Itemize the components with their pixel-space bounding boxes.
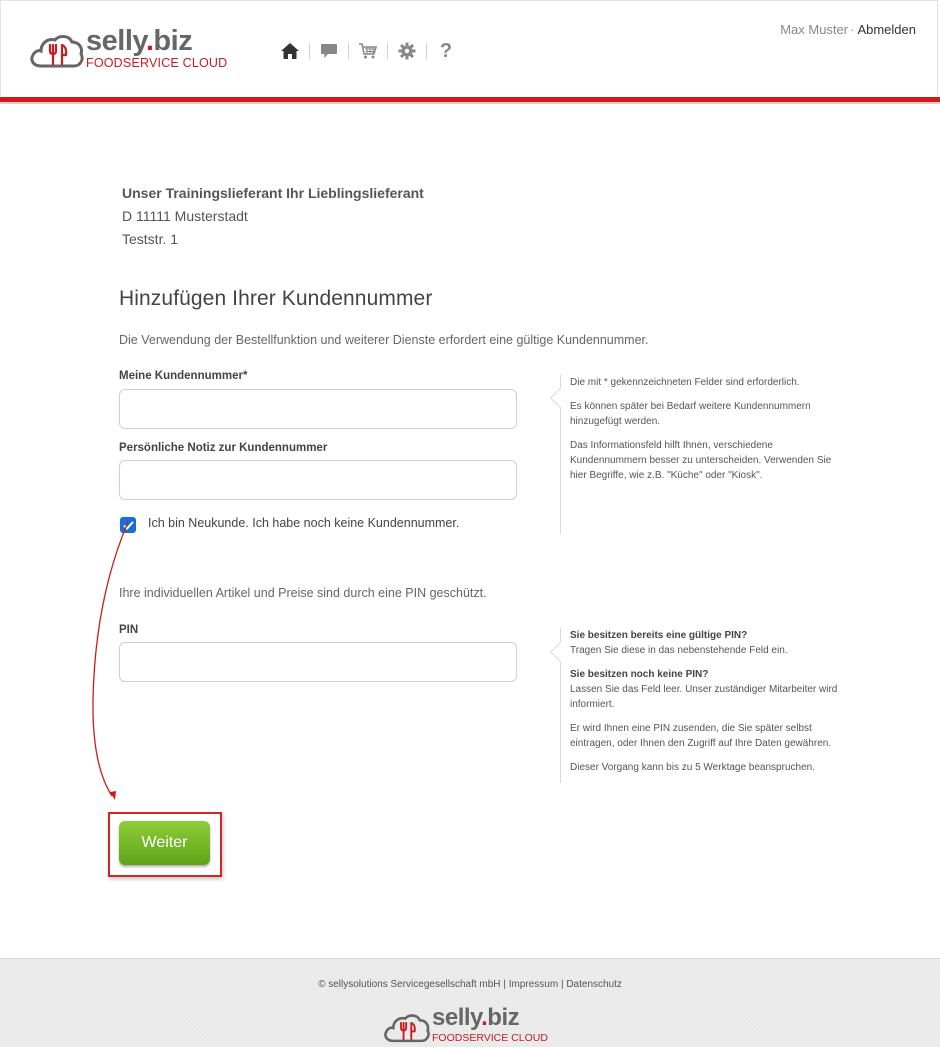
customer-number-label: Meine Kundennummer* — [119, 370, 248, 382]
supplier-address — [122, 182, 424, 251]
user-name: Max Muster — [780, 22, 849, 37]
help-block — [570, 667, 850, 712]
footer-separator: | — [503, 979, 506, 990]
main-nav — [278, 39, 458, 63]
header-accent-shadow — [0, 102, 940, 104]
weiter-button[interactable]: Weiter — [119, 821, 210, 865]
app-header — [0, 0, 938, 98]
page-footer — [0, 958, 940, 1047]
nav-separator — [309, 43, 310, 59]
pin-help — [560, 628, 850, 783]
help-block — [570, 628, 850, 658]
supplier-street: Teststr. 1 — [122, 231, 179, 247]
help-text: Es können später bei Bedarf weitere Kundennummern hinzugefügt werden. — [570, 401, 811, 427]
help-glyph: ? — [439, 39, 453, 62]
logo-subtitle: FOODSERVICE CLOUD — [86, 56, 228, 70]
sellybiz-logo[interactable] — [29, 27, 234, 75]
help-text: Die mit * gekennzeichneten Felder sind erforderlich. — [570, 377, 800, 388]
help-pointer — [550, 642, 570, 662]
logout-link[interactable]: Abmelden — [857, 22, 916, 37]
pin-intro: Ihre individuellen Artikel und Preise sind durch eine PIN geschützt. — [119, 586, 487, 600]
help-pointer — [550, 388, 570, 408]
new-customer-checkbox[interactable] — [120, 517, 136, 533]
help-question: Sie besitzen bereits eine gültige PIN? — [570, 630, 748, 641]
cloud-fork-knife-icon — [383, 1012, 431, 1044]
logo-brand-text: selly.biz — [86, 25, 193, 57]
gear-icon[interactable] — [395, 39, 419, 63]
home-icon[interactable] — [278, 39, 302, 63]
help-text: Dieser Vorgang kann bis zu 5 Werktage beanspruchen. — [570, 762, 815, 773]
supplier-name: Unser Trainingslieferant Ihr Lieblingslieferant — [122, 185, 424, 201]
pin-label: PIN — [119, 624, 139, 636]
cloud-fork-knife-icon — [29, 33, 85, 69]
new-customer-label[interactable]: Ich bin Neukunde. Ich habe noch keine Kundennummer. — [148, 516, 460, 530]
footer-separator: | — [560, 979, 564, 990]
form-intro: Die Verwendung der Bestellfunktion und weiterer Dienste erfordert eine gültige Kundennummer. — [119, 333, 649, 347]
customer-number-input[interactable] — [119, 389, 517, 429]
checkmark-icon — [123, 521, 134, 530]
footer-logo[interactable] — [383, 1004, 558, 1047]
datenschutz-link[interactable]: Datenschutz — [566, 979, 622, 990]
impressum-link[interactable]: Impressum — [508, 979, 559, 990]
copyright-text: © sellysolutions Servicegesellschaft mbH — [318, 979, 501, 990]
help-text: Er wird Ihnen eine PIN zusenden, die Sie später selbst eintragen, oder Ihnen den Zugriff auf Ihre Daten gewähren. — [570, 723, 832, 749]
pin-input[interactable] — [119, 642, 517, 682]
note-input[interactable] — [119, 460, 517, 500]
logo-subtitle: FOODSERVICE CLOUD — [432, 1032, 548, 1044]
chat-icon[interactable] — [317, 39, 341, 63]
help-icon[interactable] — [434, 39, 458, 63]
note-label: Persönliche Notiz zur Kundennummer — [119, 442, 328, 454]
logo-brand-text: selly.biz — [432, 1004, 520, 1031]
help-text: Lassen Sie das Feld leer. Unser zuständiger Mitarbeiter wird informiert. — [570, 684, 838, 710]
user-area — [780, 22, 916, 37]
supplier-city: D 11111 Musterstadt — [122, 208, 248, 224]
nav-separator — [387, 43, 388, 59]
help-text: Das Informationsfeld hilft Ihnen, verschiedene Kundennummern besser zu unterscheiden. Verwenden Sie hier Begriffe, wie z.B. "Küche" oder "Kiosk". — [570, 440, 832, 481]
help-text: Tragen Sie diese in das nebenstehende Feld ein. — [570, 645, 788, 656]
customer-number-help — [560, 375, 850, 534]
footer-links — [0, 979, 940, 990]
page-title: Hinzufügen Ihrer Kundennummer — [119, 287, 433, 310]
cart-icon[interactable] — [356, 39, 380, 63]
user-separator: · — [850, 22, 855, 37]
nav-separator — [426, 43, 427, 59]
nav-separator — [348, 43, 349, 59]
help-question: Sie besitzen noch keine PIN? — [570, 669, 709, 680]
